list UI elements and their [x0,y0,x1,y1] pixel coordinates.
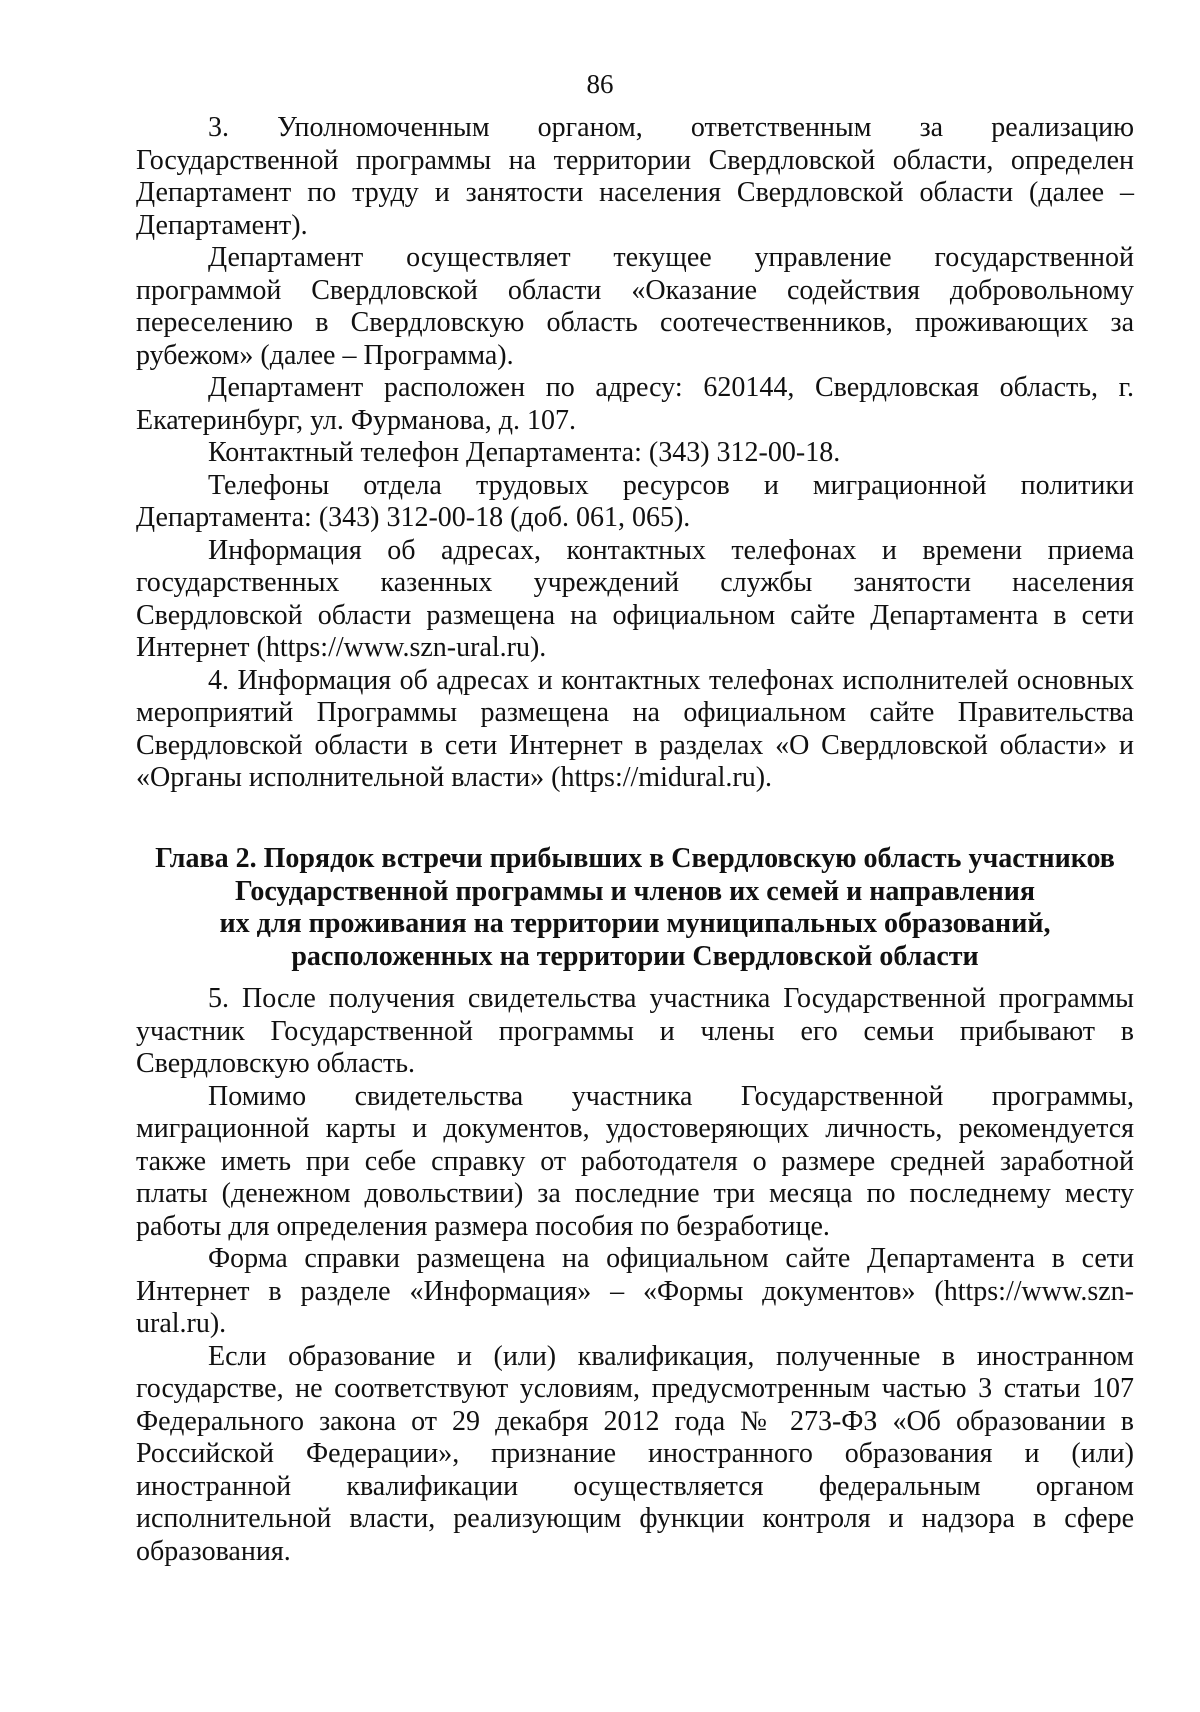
paragraph-contact-phone: Контактный телефон Департамента: (343) 312-00-18. [208,437,841,468]
paragraph-executors-info: 4. Информация об адресах и контактных телефонах исполнителей основных мероприятий Программы размещена на официальном сайте Правительства Свердловской области в сети Интернет в разделах «О Свердловской области» и «Органы исполнительной власти» (https://midural.ru). [136,664,1134,793]
paragraph-employment-centers-info: Информация об адресах, контактных телефонах и времени приема государственных казенных учреждений службы занятости населения Свердловской области размещена на официальном сайте Департамента в сети Интернет (https://www.szn-ural.ru). [136,534,1134,663]
chapter-2-body [136,983,1134,1568]
paragraph-department-management: Департамент осуществляет текущее управление государственной программой Свердловской области «Оказание содействия добровольному переселению в Свердловскую область соотечественников, проживающих за рубежом» (далее – Программа). [136,242,1134,371]
chapter-heading-line: Глава 2. Порядок встречи прибывших в Свердловскую область участников [155,843,1115,874]
section-1-body [136,112,1134,795]
chapter-heading-line: их для проживания на территории муниципальных образований, [219,908,1051,939]
chapter-heading-line: расположенных на территории Свердловской области [291,940,979,972]
chapter-2-heading [120,843,1150,973]
paragraph-department-address: Департамент расположен по адресу: 620144, Свердловская область, г. Екатеринбург, ул. Фурманова, д. 107. [136,372,1134,436]
paragraph-authorized-body: 3. Уполномоченным органом, ответственным за реализацию Государственной программы на территории Свердловской области, определен Департамент по труду и занятости населения Свердловской области (далее – Департамент). [136,112,1134,241]
paragraph-certificate-form: Форма справки размещена на официальном сайте Департамента в сети Интернет в разделе «Информация» – «Формы документов» (https://www.szn-ural.ru). [136,1243,1134,1339]
chapter-heading-line: Государственной программы и членов их семей и направления [235,875,1035,907]
paragraph-arrival: 5. После получения свидетельства участника Государственной программы участник Государственной программы и члены его семьи прибывают в Свердловскую область. [136,983,1134,1079]
paragraph-foreign-education: Если образование и (или) квалификация, полученные в иностранном государстве, не соответствуют условиям, предусмотренным частью 3 статьи 107 Федерального закона от 29 декабря 2012 года № 273-ФЗ «Об образовании в Российской Федерации», признание иностранного образования и (или) иностранной квалификации осуществляется федеральным органом исполнительной власти, реализующим функции контроля и надзора в сфере образования. [136,1340,1134,1567]
page-number: 86 [586,69,614,99]
paragraph-labor-dept-phones: Телефоны отдела трудовых ресурсов и миграционной политики Департамента: (343) 312-00-18 (доб. 061, 065). [136,469,1134,533]
paragraph-required-documents: Помимо свидетельства участника Государственной программы, миграционной карты и документов, удостоверяющих личность, рекомендуется также иметь при себе справку от работодателя о размере средней заработной платы (денежном довольствии) за последние три месяца по последнему месту работы для определения размера пособия по безработице. [136,1080,1134,1242]
